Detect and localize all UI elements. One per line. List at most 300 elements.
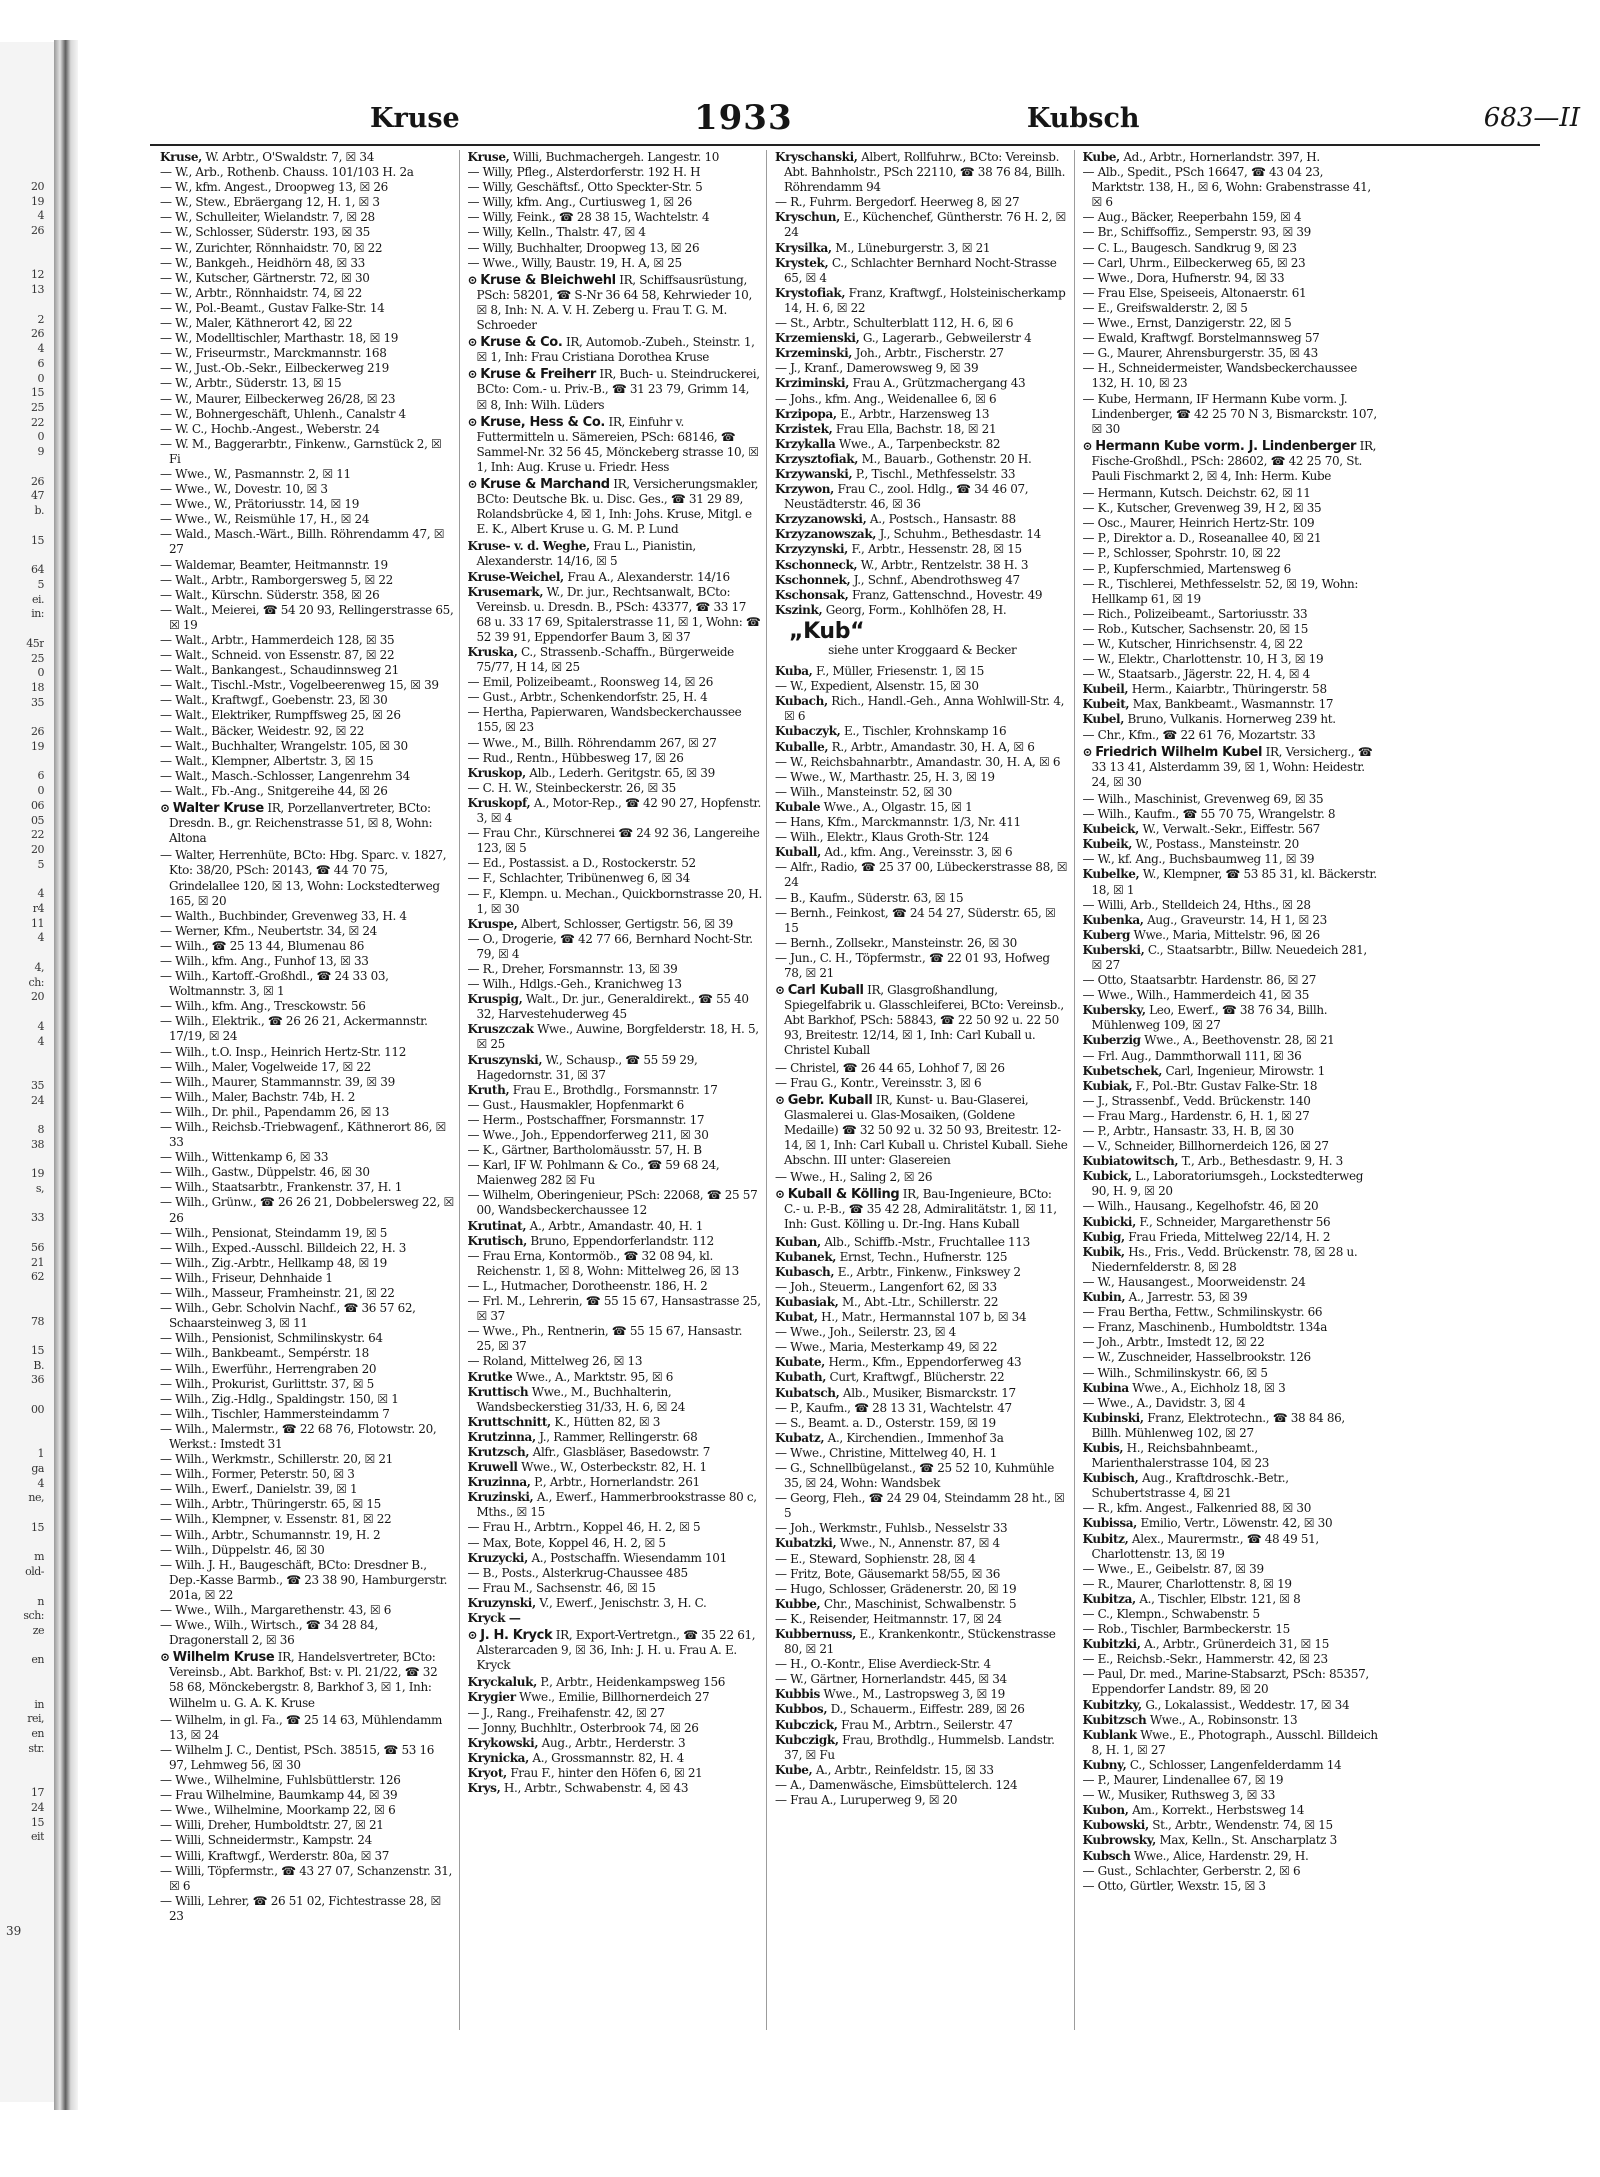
entry-name: Krzyzynski, <box>775 542 849 557</box>
directory-entry <box>468 1113 763 1128</box>
directory-entry <box>160 1392 455 1407</box>
entry-details: — L., Hutmacher, Dorotheenstr. 186, H. 2 <box>467 1278 708 1293</box>
directory-entry <box>160 999 455 1014</box>
directory-entry <box>775 1061 1070 1076</box>
entry-details: — Willi, Töpfermstr., ☎ 43 27 07, Schanzenstr. 31, ☒ 6 <box>160 1863 453 1893</box>
entry-details: — Joh., Arbtr., Imstedt 12, ☒ 22 <box>1082 1335 1265 1350</box>
margin-number: 26 <box>31 474 44 488</box>
margin-number: 15 <box>31 386 44 400</box>
entry-name: Kubon, <box>1082 1803 1129 1818</box>
margin-number <box>0 1064 44 1079</box>
directory-entry <box>160 633 455 648</box>
entry-details: — H., O.-Kontr., Elise Averdieck-Str. 4 <box>775 1657 991 1672</box>
directory-entry <box>160 376 455 391</box>
entry-name: Krystofiak, <box>775 285 846 300</box>
directory-entry <box>1083 577 1379 607</box>
margin-number <box>0 1300 44 1315</box>
margin-number: 12 <box>31 268 44 282</box>
entry-details: F., Pol.-Btr. Gustav Falke-Str. 18 <box>1135 1078 1318 1093</box>
entry-name: Kubach, <box>775 694 828 709</box>
firm-entry <box>160 1650 455 1710</box>
directory-entry <box>775 860 1070 890</box>
margin-number: 5 <box>37 577 44 591</box>
margin-number: 6 <box>37 769 44 783</box>
directory-entry <box>1083 1516 1379 1531</box>
directory-entry <box>1083 1471 1379 1501</box>
margin-number <box>0 298 44 313</box>
entry-details: — Walt., Kraftwgf., Goebenstr. 23, ☒ 30 <box>160 693 388 708</box>
entry-details: — Chr., Kfm., ☎ 22 61 76, Mozartstr. 33 <box>1082 727 1316 742</box>
entry-details: — Bernh., Zollsekr., Mansteinstr. 26, ☒ 30 <box>775 935 1017 950</box>
directory-entry <box>1083 667 1379 682</box>
directory-entry <box>160 1060 455 1075</box>
entry-details: IR, Porzellanvertreter, BCto: Dresdn. B., gr. Reichenstrasse 51, ☒ 8, Wohn: Altona <box>169 801 433 846</box>
entry-name: Kruse, <box>160 150 202 164</box>
entry-details: — Aug., Bäcker, Reeperbahn 159, ☒ 4 <box>1082 210 1302 225</box>
directory-entry <box>775 1461 1070 1491</box>
directory-entry <box>775 210 1070 240</box>
directory-entry <box>160 1482 455 1497</box>
entry-details: W., Verwalt.-Sekr., Eiffestr. 567 <box>1142 822 1320 837</box>
margin-number: 00 <box>31 1402 44 1416</box>
directory-entry <box>160 1045 455 1060</box>
margin-number: 22 <box>31 415 44 429</box>
cross-reference: siehe unter Kroggaard & Becker <box>828 643 1017 657</box>
entry-name: Kubissa, <box>1082 1516 1138 1531</box>
entry-name: Kruskopf, <box>467 795 531 810</box>
entry-name: Kruspe, <box>467 916 518 931</box>
directory-entry <box>1083 1532 1379 1562</box>
entry-details: Franz, Gattenschnd., Hovestr. 49 <box>851 587 1043 602</box>
directory-entry <box>1083 1396 1379 1411</box>
entry-name: Kruskop, <box>467 765 526 780</box>
directory-entry <box>775 195 1070 210</box>
directory-entry <box>160 407 455 422</box>
entry-details: — Walt., Bäcker, Weidestr. 92, ☒ 22 <box>160 723 365 738</box>
margin-number <box>0 1860 44 1875</box>
entry-details: A., Grossmannstr. 82, H. 4 <box>532 1750 684 1765</box>
directory-entry <box>468 1445 763 1460</box>
margin-number <box>0 1757 44 1772</box>
entry-details: — Wilh., Hausang., Kegelhofstr. 46, ☒ 20 <box>1082 1199 1319 1214</box>
entry-details: — Wwe., Joh., Eppendorferweg 211, ☒ 30 <box>467 1128 709 1142</box>
entry-details: — Alfr., Radio, ☎ 25 37 00, Lübeckerstrasse 88, ☒ 24 <box>775 860 1068 890</box>
margin-number <box>0 1683 44 1698</box>
entry-name: Kubasiak, <box>775 1294 839 1309</box>
directory-column-2 <box>468 150 768 2030</box>
directory-entry <box>1083 622 1379 637</box>
directory-entry <box>468 195 763 210</box>
margin-number: 0 <box>37 784 44 798</box>
page-number: 683—II <box>1483 103 1580 133</box>
entry-details: — Kube, Hermann, IF Hermann Kube vorm. J. Lindenberger, ☎ 42 25 70 N 3, Bismarckstr. 107, ☒ 30 <box>1082 391 1377 436</box>
directory-entry <box>468 1385 763 1415</box>
entry-details: Frau L., Pianistin, Alexanderstr. 14/16, ☒ 5 <box>476 539 696 569</box>
entry-details: Am., Korrekt., Herbstsweg 14 <box>1132 1803 1304 1818</box>
directory-entry <box>775 286 1070 316</box>
directory-entry <box>468 871 763 886</box>
entry-details: — Wilh., Malermstr., ☎ 22 68 76, Flotowstr. 20, Werkst.: Imstedt 31 <box>160 1421 437 1451</box>
directory-entry <box>775 1582 1070 1597</box>
margin-number: B. <box>33 1358 44 1372</box>
directory-entry <box>1083 988 1379 1003</box>
margin-number <box>0 548 44 563</box>
entry-details: E., Tischler, Krohnskamp 16 <box>843 724 1007 739</box>
entry-name: Krutinat, <box>467 1218 527 1233</box>
entry-details: — W., Friseurmstr., Marckmannstr. 168 <box>160 346 387 361</box>
directory-entry <box>160 331 455 346</box>
entry-details: J., Rammer, Rellingerstr. 68 <box>539 1429 698 1444</box>
entry-details: — Wwe., Ernst, Danzigerstr. 22, ☒ 5 <box>1082 316 1292 331</box>
entry-details: — Wilh., Gebr. Scholvin Nachf., ☎ 36 57 62, Schaarsteinweg 3, ☒ 11 <box>160 1301 416 1331</box>
entry-details: — J., Strassenbf., Vedd. Brückenstr. 140 <box>1082 1093 1311 1108</box>
entry-details: — W., Pol.-Beamt., Gustav Falke-Str. 14 <box>160 300 385 315</box>
entry-details: Wwe., A., Olgastr. 15, ☒ 1 <box>823 799 973 814</box>
directory-entry <box>1083 1652 1379 1667</box>
entry-details: — Bernh., Feinkost, ☎ 24 54 27, Süderstr. 65, ☒ 15 <box>775 905 1056 935</box>
entry-details: IR, Handelsvertreter, BCto: Vereinsb., Abt. Barkhof, Bst: v. Pl. 21/22, ☎ 32 58 68, Mönckebergstr. 8, Barkhof 3, ☒ 1, Inh: Wilhelm u. G. A. K. Kruse <box>169 1650 438 1710</box>
directory-entry <box>160 150 455 165</box>
entry-details: Alb., Schiffb.-Mstr., Fruchtallee 113 <box>824 1234 1030 1249</box>
entry-name: Krusemark, <box>467 584 544 599</box>
margin-number <box>0 519 44 534</box>
directory-entry <box>468 1675 763 1690</box>
entry-details: — Ewald, Kraftwgf. Borstelmannsweg 57 <box>1082 331 1320 346</box>
entry-details: — Willy, Buchhalter, Droopweg 13, ☒ 26 <box>467 240 700 255</box>
firm-entry <box>468 477 763 537</box>
margin-number: 8 <box>37 1123 44 1136</box>
directory-entry <box>468 1611 763 1626</box>
directory-entry <box>468 1083 763 1098</box>
firm-marker-icon: ⊙ <box>467 476 478 491</box>
entry-details: — Walt., Arbtr., Hammerdeich 128, ☒ 35 <box>160 633 395 647</box>
margin-number: 25 <box>31 401 44 415</box>
entry-details: — Wald., Masch.-Wärt., Billh. Röhrendamm 47, ☒ 27 <box>160 527 445 557</box>
directory-entry <box>775 679 1070 694</box>
directory-entry <box>1083 928 1379 943</box>
directory-column-3 <box>775 150 1075 2030</box>
entry-name: Kruszczak <box>467 1022 534 1037</box>
directory-entry <box>775 241 1070 256</box>
entry-details: — Wilh., Tischler, Hammersteindamm 7 <box>160 1406 390 1421</box>
entry-details: R., Arbtr., Amandastr. 30, H. A, ☒ 6 <box>831 739 1035 754</box>
entry-details: — P., Kupferschmied, Martensweg 6 <box>1082 561 1291 576</box>
entry-details: — W. M., Baggerarbtr., Finkenw., Garnstück 2, ☒ Fi <box>160 436 442 466</box>
directory-entry <box>1083 225 1379 240</box>
entry-details: Frau Ella, Bachstr. 18, ☒ 21 <box>835 421 997 436</box>
entry-details: W., Schausp., ☎ 55 59 29, Hagedornstr. 31, ☒ 37 <box>476 1052 698 1082</box>
entry-details: — Wilh., t.O. Insp., Heinrich Hertz-Str. 112 <box>160 1044 407 1059</box>
entry-details: M., Abt.-Ltr., Schillerstr. 22 <box>841 1294 999 1309</box>
entry-details: P., Tischl., Methfesselstr. 33 <box>855 466 1016 481</box>
directory-entry <box>1083 392 1379 437</box>
entry-name: Kubik, <box>1082 1244 1125 1259</box>
entry-details: Carl, Ingenieur, Mirowstr. 1 <box>1165 1063 1325 1078</box>
entry-details: — Gust., Arbtr., Schenkendorfstr. 25, H. 4 <box>467 690 708 705</box>
entry-details: Albert, Schlosser, Gertigstr. 56, ☒ 39 <box>520 916 733 931</box>
entry-name: Kruse, <box>467 150 510 164</box>
margin-number: 24 <box>31 1093 44 1107</box>
directory-entry <box>468 736 763 751</box>
directory-entry <box>468 1736 763 1751</box>
directory-entry <box>1083 331 1379 346</box>
entry-details: — J., Kranf., Damerowsweg 9, ☒ 39 <box>775 361 979 376</box>
margin-number: 06 <box>31 798 44 812</box>
section-heading: „Kub“ <box>789 618 865 644</box>
entry-details: F., Müller, Friesenstr. 1, ☒ 15 <box>815 664 984 679</box>
entry-details: Frau A., Alexanderstr. 14/16 <box>567 569 730 584</box>
directory-column-1 <box>160 150 460 2030</box>
firm-marker-icon: ⊙ <box>160 801 170 816</box>
directory-entry <box>775 785 1070 800</box>
entry-details: Frau E., Brothdlg., Forsmannstr. 17 <box>512 1082 718 1097</box>
directory-entry <box>775 588 1070 603</box>
entry-details: F., Schneider, Margarethenstr 56 <box>1139 1214 1331 1229</box>
entry-details: — W., Staatsarb., Jägerstr. 22, H. 4, ☒ 4 <box>1082 667 1310 682</box>
entry-details: K., Hütten 82, ☒ 3 <box>554 1414 661 1429</box>
entry-details: — Franz, Maschinenb., Humboldtstr. 134a <box>1082 1320 1328 1335</box>
entry-details: — Otto, Gürtler, Wexstr. 15, ☒ 3 <box>1082 1878 1266 1893</box>
entry-details: — Willy, Pfleg., Alsterdorferstr. 192 H. H <box>467 165 701 180</box>
entry-details: — Wwe., W., Pasmannstr. 2, ☒ 11 <box>160 466 351 481</box>
entry-details: — W., Schlosser, Süderstr. 193, ☒ 35 <box>160 225 370 240</box>
directory-entry <box>468 1098 763 1113</box>
entry-details: — W., kf. Ang., Buchsbaumweg 11, ☒ 39 <box>1082 852 1315 867</box>
directory-entry <box>775 452 1070 467</box>
directory-entry <box>1083 286 1379 301</box>
entry-name: Kubersky, <box>1082 1003 1146 1018</box>
entry-details: G., Lagerarb., Gebweilerstr 4 <box>862 331 1032 346</box>
directory-columns <box>160 150 1382 2030</box>
directory-entry <box>1083 1003 1379 1033</box>
directory-entry <box>775 527 1070 542</box>
entry-name: Kublank <box>1082 1727 1137 1742</box>
entry-details: — Wilh., kfm. Ang., Funhof 13, ☒ 33 <box>160 953 369 968</box>
directory-entry <box>1083 1818 1379 1833</box>
directory-entry <box>160 346 455 361</box>
directory-entry <box>468 1460 763 1475</box>
entry-details: Frau C., zool. Hdlg., ☎ 34 46 07, Neustädterstr. 46, ☒ 36 <box>784 482 1029 512</box>
directory-entry <box>468 539 763 569</box>
directory-entry <box>1083 1562 1379 1577</box>
margin-number <box>0 622 44 637</box>
entry-details: Joh., Arbtr., Fischerstr. 27 <box>855 346 1004 361</box>
directory-entry <box>1083 1079 1379 1094</box>
margin-number: 19 <box>31 1167 44 1181</box>
directory-entry <box>160 1788 455 1803</box>
directory-entry <box>160 1226 455 1241</box>
margin-number <box>0 1152 44 1167</box>
entry-details: — Wilh., Schmilinskystr. 66, ☒ 5 <box>1082 1365 1268 1380</box>
directory-entry <box>468 1128 763 1143</box>
directory-entry <box>160 467 455 482</box>
directory-entry <box>1083 1667 1379 1697</box>
entry-details: — Carl, Uhrm., Eilbeckerweg 65, ☒ 23 <box>1082 255 1306 270</box>
entry-details: — St., Arbtr., Schulterblatt 112, H. 6, ☒ 6 <box>775 316 1014 331</box>
entry-name: Kruttschnitt, <box>467 1414 551 1429</box>
directory-entry <box>468 1294 763 1324</box>
entry-details: Rich., Handl.-Geh., Anna Wohlwill-Str. 4, ☒ 6 <box>784 694 1065 724</box>
entry-details: — W., Arbtr., Rönnhaidstr. 74, ☒ 22 <box>160 285 362 300</box>
entry-details: Wwe., A., Tarpenbeckstr. 82 <box>838 436 1001 451</box>
entry-name: Kubin, <box>1082 1290 1126 1305</box>
entry-details: W., Dr. jur., Rechtsanwalt, BCto: Vereinsb. u. Dresdn. B., PSch: 43377, ☎ 33 17 68 u. 33 17 69, Spitalerstrasse 11, ☒ 1, Wohn: ☎ 52 39 91, Eppendorfer Baum 3, ☒ 37 <box>476 584 761 644</box>
directory-entry <box>1083 973 1379 988</box>
entry-details: — Willi, Lehrer, ☎ 26 51 02, Fichtestrasse 28, ☒ 23 <box>160 1893 441 1923</box>
directory-entry <box>1083 1607 1379 1622</box>
entry-details: Leo, Ewerf., ☎ 38 76 34, Billh. Mühlenweg 109, ☒ 27 <box>1091 1003 1328 1033</box>
entry-details: — Wilh., Wittenkamp 6, ☒ 33 <box>160 1150 329 1165</box>
entry-details: — K., Kutscher, Grevenweg 39, H 2, ☒ 35 <box>1082 501 1322 516</box>
entry-details: IR, Glasgroßhandlung, Spiegelfabrik u. Glasschleiferei, BCto: Vereinsb., Abt Barkhof, PSch: 58843, ☎ 22 50 92 u. 22 50 93, Breitestr. 12/14, ☒ 1, Inh: Carl Kuball u. Christel Kuball <box>784 983 1064 1058</box>
directory-entry <box>1083 822 1379 837</box>
entry-details: — Wilhelm, Oberingenieur, PSch: 22068, ☎ 25 57 00, Wandsbeckerchaussee 12 <box>467 1188 758 1218</box>
entry-name: Kubbos, <box>775 1702 828 1717</box>
entry-details: IR, Versicherungsmakler, BCto: Deutsche Bk. u. Disc. Ges., ☎ 31 29 89, Rolandsbrücke 4, ☒ 1, Inh: Johs. Kruse, Mitgl. e E. K., Albert Kruse u. G. M. P. Lund <box>476 476 759 537</box>
entry-details: — Wilh., Maschinist, Grevenweg 69, ☒ 35 <box>1082 791 1324 806</box>
margin-number: en <box>31 1727 44 1741</box>
entry-details: P., Arbtr., Hornerlandstr. 261 <box>534 1475 700 1490</box>
directory-entry <box>160 648 455 663</box>
entry-name: Kubisch, <box>1082 1471 1139 1486</box>
entry-details: — Wilh., Pensionat, Steindamm 19, ☒ 5 <box>160 1225 387 1240</box>
entry-details: — Wilh., Exped.-Ausschl. Billdeich 22, H. 3 <box>160 1240 407 1255</box>
entry-details: Wwe., Emilie, Billhornerdeich 27 <box>519 1690 710 1705</box>
directory-entry <box>160 1803 455 1818</box>
entry-details: — Wwe., Ph., Rentnerin, ☎ 55 15 67, Hansastr. 25, ☒ 37 <box>467 1324 743 1354</box>
directory-entry <box>1083 1728 1379 1758</box>
entry-details: — Walter, Herrenhüte, BCto: Hbg. Sparc. v. 1827, Kto: 38/20, PSch: 20143, ☎ 44 70 75, Grindelallee 120, ☒ 13, Wohn: Lockstedterweg 165, ☒ 20 <box>160 848 447 908</box>
entry-details: — Wwe., Wilh., Wirtsch., ☎ 34 28 84, Dragonerstall 2, ☒ 36 <box>160 1618 378 1648</box>
entry-details: — Walt., Schneid. von Essenstr. 87, ☒ 22 <box>160 648 395 663</box>
directory-entry <box>1083 1773 1379 1788</box>
directory-entry <box>1083 807 1379 822</box>
entry-details: Wwe., A., Marktstr. 95, ☒ 6 <box>515 1369 674 1384</box>
entry-name: Kubbis <box>775 1687 820 1702</box>
directory-entry <box>1083 867 1379 897</box>
margin-number <box>0 254 44 269</box>
entry-details: — W., Bankgeh., Heidhörn 48, ☒ 33 <box>160 255 365 270</box>
margin-number: 47 <box>31 489 44 503</box>
directory-entry <box>1083 1637 1379 1652</box>
directory-entry <box>775 1235 1070 1250</box>
directory-entry <box>468 1781 763 1796</box>
entry-details: F., Arbtr., Hessenstr. 28, ☒ 15 <box>851 542 1022 557</box>
entry-details: D., Schauerm., Eiffestr. 289, ☒ 26 <box>830 1702 1025 1717</box>
directory-entry <box>775 800 1070 815</box>
entry-details: — Ed., Postassist. a D., Rostockerstr. 52 <box>467 856 696 871</box>
entry-details: — Wilh., Masseur, Framheinstr. 21, ☒ 22 <box>160 1286 395 1301</box>
directory-entry <box>468 1581 763 1596</box>
directory-entry <box>468 1566 763 1581</box>
margin-number: 64 <box>31 563 44 577</box>
directory-entry <box>468 150 763 165</box>
entry-details: — Wilh., Elektr., Klaus Groth-Str. 124 <box>775 830 989 845</box>
entry-details: — Wwe., W., Marthastr. 25, H. 3, ☒ 19 <box>775 769 995 784</box>
entry-name: Kubelke, <box>1082 867 1140 882</box>
directory-entry <box>160 1713 455 1743</box>
directory-entry <box>160 1833 455 1848</box>
entry-name: Krzywanski, <box>775 466 853 481</box>
margin-number: 35 <box>31 695 44 709</box>
directory-entry <box>468 992 763 1022</box>
directory-entry <box>775 1718 1070 1733</box>
directory-entry <box>1083 301 1379 316</box>
directory-entry <box>468 570 763 585</box>
entry-details: A., Postschaffn. Wiesendamm 101 <box>531 1550 727 1565</box>
entry-details: — Wwe., Wilh., Hammerdeich 41, ☒ 35 <box>1082 988 1310 1003</box>
previous-page-bottom-number: 39 <box>6 1924 22 1938</box>
directory-entry <box>160 1422 455 1452</box>
entry-details: — Wilh., Düppelstr. 46, ☒ 30 <box>160 1542 325 1557</box>
directory-entry <box>1083 316 1379 331</box>
entry-details: — C. L., Baugesch. Sandkrug 9, ☒ 23 <box>1082 240 1297 255</box>
margin-number: str. <box>28 1741 44 1755</box>
directory-entry <box>775 1733 1070 1763</box>
entry-name: Kruse & Marchand <box>480 476 610 492</box>
entry-details: — Wwe., H., Saling 2, ☒ 26 <box>775 1170 933 1185</box>
directory-entry <box>468 962 763 977</box>
margin-number: 20 <box>31 180 44 193</box>
entry-name: Kubig, <box>1082 1229 1125 1244</box>
entry-details: Albert, Rollfuhrw., BCto: Vereinsb. Abt. Bahnholstr., PSch 22110, ☎ 38 76 84, Billh. Röhrendamm 94 <box>784 150 1066 195</box>
entry-details: Hs., Fris., Vedd. Brückenstr. 78, ☒ 28 u. Niedernfelderstr. 8, ☒ 28 <box>1091 1244 1358 1274</box>
directory-entry <box>468 751 763 766</box>
entry-details: — W., Schulleiter, Wielandstr. 7, ☒ 28 <box>160 210 375 225</box>
margin-number <box>0 1639 44 1654</box>
firm-marker-icon: ⊙ <box>467 272 478 287</box>
firm-entry <box>775 1093 1070 1168</box>
margin-number: 25 <box>31 651 44 665</box>
entry-details: — Frl. Aug., Dammthorwall 111, ☒ 36 <box>1082 1048 1302 1063</box>
directory-entry <box>160 1256 455 1271</box>
margin-number: 15 <box>31 1815 44 1829</box>
entry-details: W. Arbtr., O'Swaldstr. 7, ☒ 34 <box>205 150 374 164</box>
directory-entry <box>775 951 1070 981</box>
entry-name: Kubbe, <box>775 1596 821 1611</box>
entry-details: Ad., Arbtr., Hornerlandstr. 397, H. <box>1123 150 1320 164</box>
margin-number <box>0 1536 44 1551</box>
directory-entry <box>160 361 455 376</box>
directory-entry <box>1083 712 1379 727</box>
entry-details: — S., Beamt. a. D., Osterstr. 159, ☒ 19 <box>775 1415 996 1430</box>
entry-details: — Wilh., Staatsarbtr., Frankenstr. 37, H. 1 <box>160 1180 403 1195</box>
entry-details: IR, Buch- u. Steindruckerei, BCto: Com.- u. Priv.-B., ☎ 31 23 79, Grimm 14, ☒ 8, Inh: Wilh. Lüders <box>476 367 760 412</box>
directory-entry <box>160 225 455 240</box>
margin-number: 13 <box>31 283 44 297</box>
entry-name: Kubanek, <box>775 1249 837 1264</box>
entry-details: Ad., kfm. Ang., Vereinsstr. 3, ☒ 6 <box>824 845 1013 860</box>
entry-details: — Wilh., Former, Peterstr. 50, ☒ 3 <box>160 1467 355 1482</box>
margin-number: 0 <box>37 371 44 385</box>
entry-details: Frau Frieda, Mittelweg 22/14, H. 2 <box>1128 1229 1331 1244</box>
directory-entry <box>468 1490 763 1520</box>
directory-entry <box>160 588 455 603</box>
directory-entry <box>1083 241 1379 256</box>
margin-number <box>0 946 44 961</box>
entry-details: Chr., Maschinist, Schwalbenstr. 5 <box>823 1596 1017 1611</box>
directory-entry <box>160 1512 455 1527</box>
directory-entry <box>468 781 763 796</box>
directory-entry <box>468 1430 763 1445</box>
directory-entry <box>160 754 455 769</box>
entry-details: — Wilh., Arbtr., Thüringerstr. 65, ☒ 15 <box>160 1497 381 1512</box>
entry-details: — W., Hausangest., Moorweidenstr. 24 <box>1082 1274 1306 1289</box>
margin-number <box>0 755 44 770</box>
margin-number <box>0 1580 44 1595</box>
entry-details: — Wilh., Grünw., ☎ 26 26 21, Dobbelersweg 22, ☒ 26 <box>160 1195 454 1225</box>
entry-details: — Wwe., Dora, Hufnerstr. 94, ☒ 33 <box>1082 270 1285 285</box>
